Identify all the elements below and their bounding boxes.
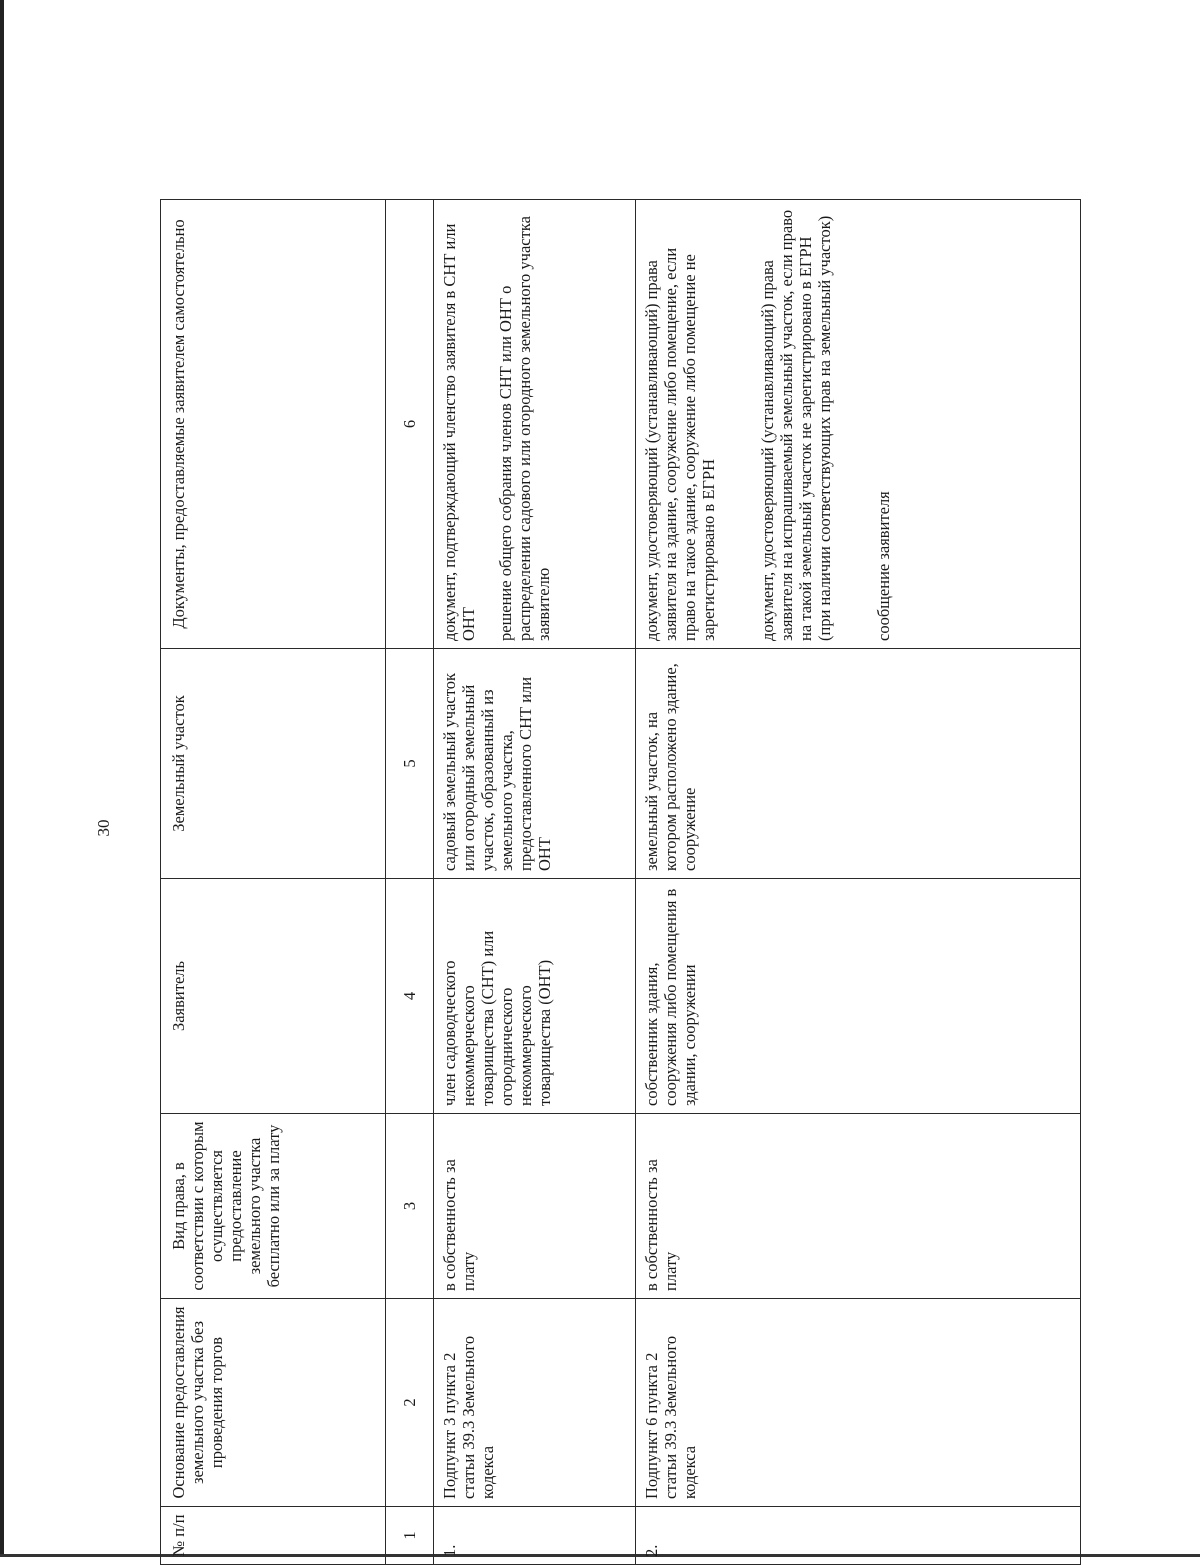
document-item: решение общего собрания членов СНТ или ОНТ о распределении садового или огородного земельного участка заявителю — [496, 216, 553, 641]
column-number-row — [386, 200, 434, 1565]
row-documents — [636, 200, 1081, 649]
column-number: 4 — [386, 879, 434, 1114]
row-land-plot: земельный участок, на котором расположено здание, сооружение — [636, 649, 1081, 879]
header-right-type: Вид права, в соответствии с которым осуществляется предоставление земельного участка бесплатно или за плату — [161, 1114, 386, 1299]
column-number: 6 — [386, 200, 434, 649]
header-basis: Основание предоставления земельного участка без проведения торгов — [161, 1299, 386, 1507]
column-number: 3 — [386, 1114, 434, 1299]
document-item: документ, удостоверяющий (устанавливающий) права заявителя на здание, сооружение либо помещение, если право на такое здание, сооружение либо помещение не зарегистрировано в ЕГРН — [642, 247, 718, 641]
document-item: документ, удостоверяющий (устанавливающий) права заявителя на испрашиваемый земельный участок, если право на такой земельный участок не зарегистрировано в ЕГРН (при наличии соответствующих прав на земельный участок) — [758, 209, 834, 641]
row-number: 1. — [434, 1507, 636, 1565]
row-land-plot: садовый земельный участок или огородный земельный участок, образованный из земельного участка, предоставленного СНТ или ОНТ — [434, 649, 636, 879]
header-number: № п/п — [161, 1507, 386, 1565]
column-number: 5 — [386, 649, 434, 879]
table-row — [636, 200, 1081, 1565]
header-land-plot: Земельный участок — [161, 649, 386, 879]
land-plot-documents-table — [160, 199, 1081, 1565]
document-item: сообщение заявителя — [874, 491, 893, 641]
header-documents: Документы, предоставляемые заявителем самостоятельно — [161, 200, 386, 649]
table-row — [434, 200, 636, 1565]
row-basis: Подпункт 3 пункта 2 статьи 39.3 Земельного кодекса — [434, 1299, 636, 1507]
row-basis: Подпункт 6 пункта 2 статьи 39.3 Земельного кодекса — [636, 1299, 1081, 1507]
row-applicant: член садоводческого некоммерческого товарищества (СНТ) или огороднического некоммерческого товарищества (ОНТ) — [434, 879, 636, 1114]
row-right-type: в собственность за плату — [636, 1114, 1081, 1299]
column-number: 1 — [386, 1507, 434, 1565]
document-item: документ, подтверждающий членство заявителя в СНТ или ОНТ — [440, 223, 478, 641]
column-number: 2 — [386, 1299, 434, 1507]
row-documents — [434, 200, 636, 649]
header-applicant: Заявитель — [161, 879, 386, 1114]
page-number: 30 — [94, 819, 113, 837]
row-applicant: собственник здания, сооружения либо помещения в здании, сооружении — [636, 879, 1081, 1114]
table-header-row — [161, 200, 386, 1565]
row-number: 2. — [636, 1507, 1081, 1565]
scan-left-edge — [0, 0, 4, 1557]
row-right-type: в собственность за плату — [434, 1114, 636, 1299]
rotated-table-frame — [160, 200, 1080, 1565]
